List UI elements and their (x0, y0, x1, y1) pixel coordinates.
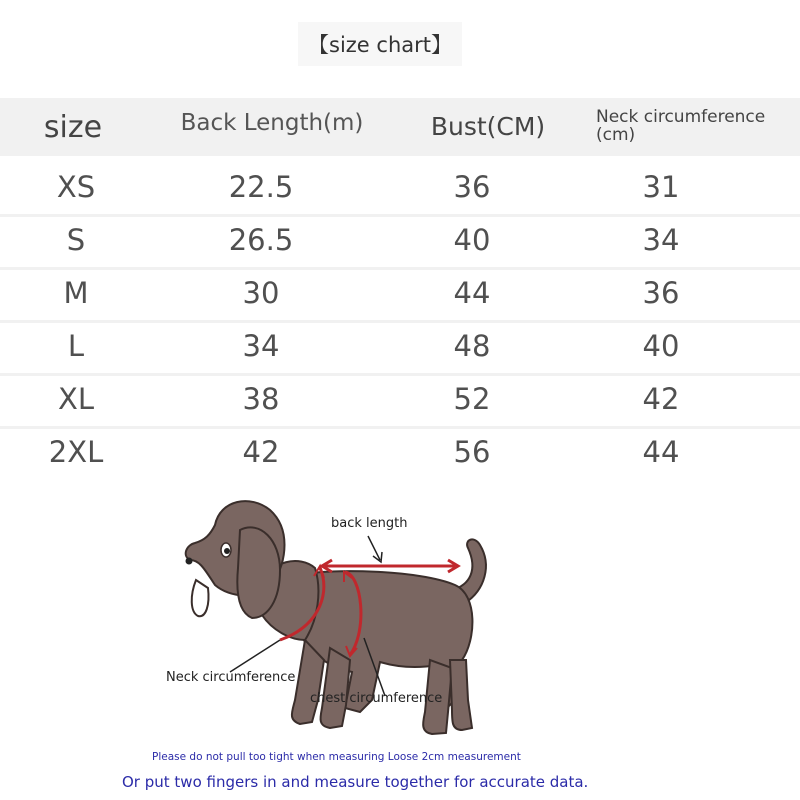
cell-back-length: 26.5 (228, 223, 294, 257)
cell-neck: 34 (642, 223, 680, 257)
cell-bust: 52 (453, 382, 491, 416)
cell-neck: 40 (642, 329, 680, 363)
cell-size: S (66, 223, 86, 257)
cell-neck: 31 (642, 170, 680, 204)
chest-circumference-label: chest circumference (310, 691, 443, 706)
header-neck: Neck circumference (cm) (596, 107, 766, 145)
cell-size: M (63, 276, 89, 310)
cell-bust: 48 (453, 329, 491, 363)
cell-size: XL (57, 382, 95, 416)
header-bust: Bust(CM) (430, 112, 546, 141)
cell-bust: 36 (453, 170, 491, 204)
cell-bust: 56 (453, 435, 491, 469)
cell-neck: 44 (642, 435, 680, 469)
cell-back-length: 22.5 (228, 170, 294, 204)
cell-bust: 44 (453, 276, 491, 310)
cell-neck: 42 (642, 382, 680, 416)
page-title: 【size chart】 (298, 22, 462, 66)
back-length-label: back length (331, 516, 408, 531)
header-size: size (43, 110, 103, 145)
accuracy-note: Or put two fingers in and measure together for accurate data. (122, 773, 589, 791)
measurement-note: Please do not pull too tight when measuring Loose 2cm measurement (152, 751, 521, 763)
cell-back-length: 38 (242, 382, 280, 416)
cell-size: L (67, 329, 85, 363)
header-back-length: Back Length(m) (180, 110, 364, 136)
neck-circumference-label: Neck circumference (166, 670, 296, 685)
cell-back-length: 42 (242, 435, 280, 469)
cell-back-length: 30 (242, 276, 280, 310)
cell-size: XS (56, 170, 96, 204)
back-length-measure (322, 536, 458, 572)
cell-back-length: 34 (242, 329, 280, 363)
cell-size: 2XL (48, 435, 104, 469)
cell-bust: 40 (453, 223, 491, 257)
cell-neck: 36 (642, 276, 680, 310)
